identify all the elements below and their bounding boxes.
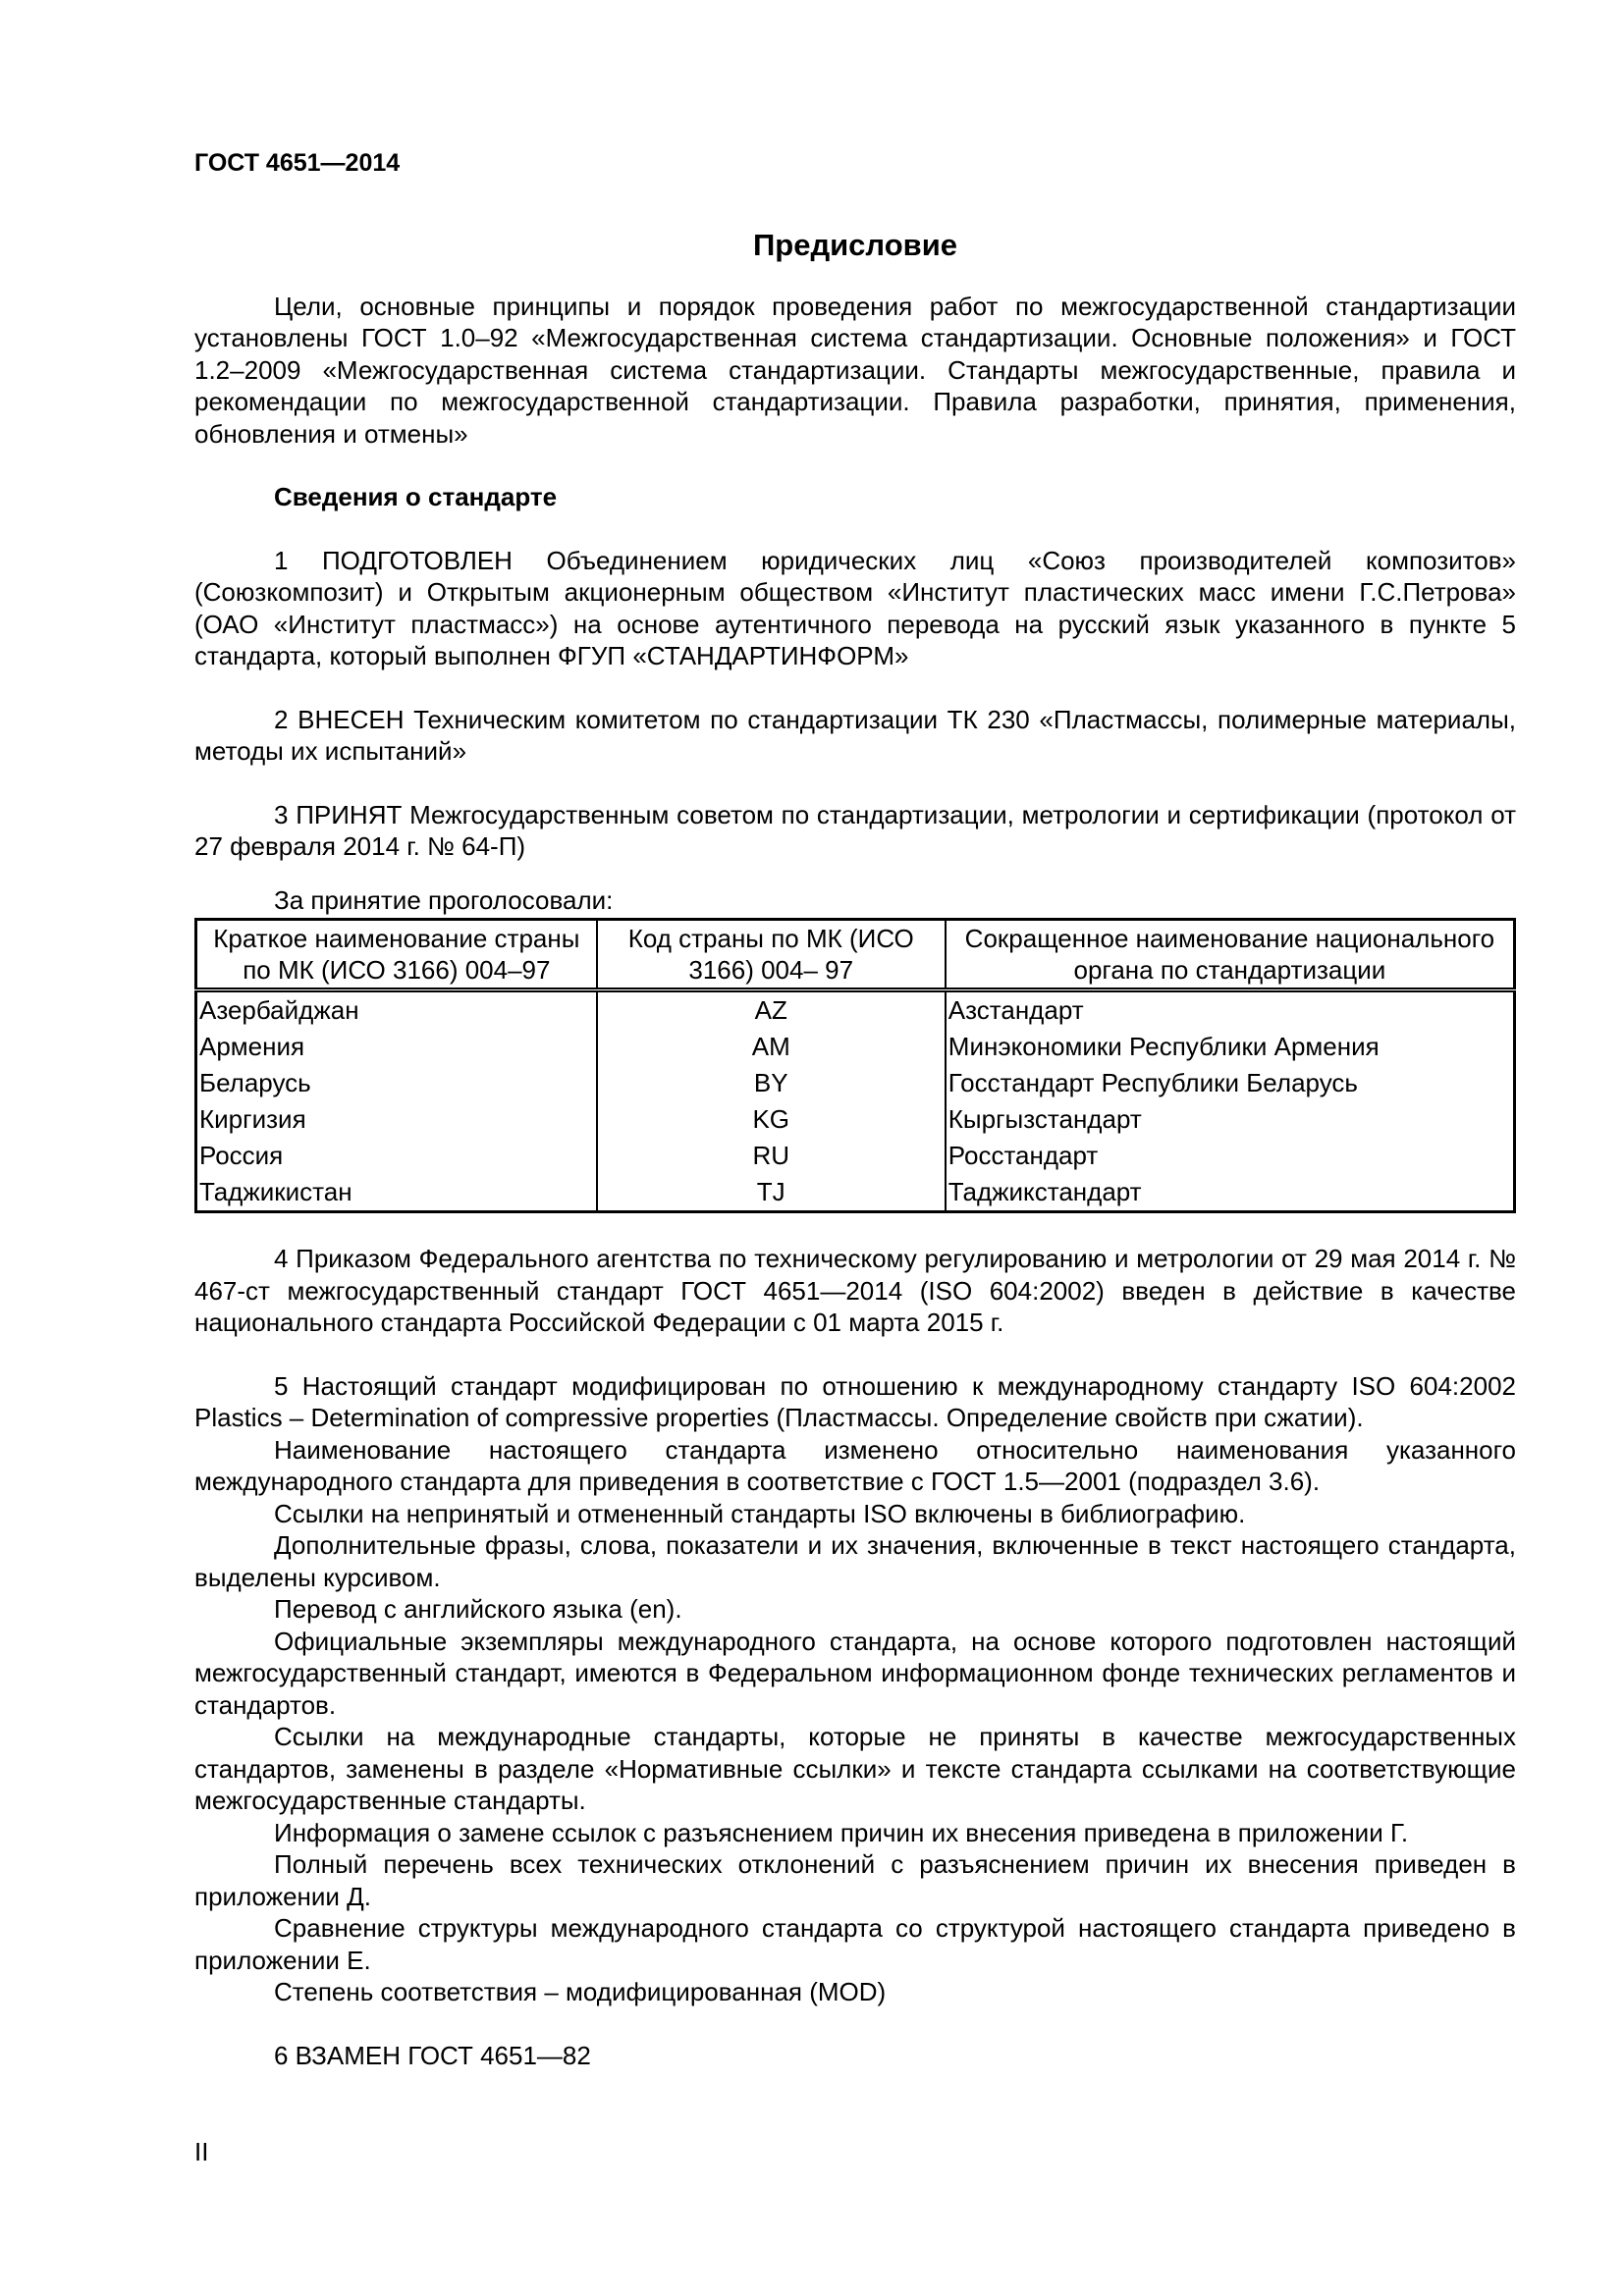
country-code-cell: AM <box>597 1029 946 1065</box>
country-name-cell: Россия <box>196 1138 597 1174</box>
document-header: ГОСТ 4651—2014 <box>194 149 401 177</box>
item-5-conformity: Степень соответствия – модифицированная (MOD) <box>274 1977 887 2006</box>
standards-body-cell: Росстандарт <box>946 1138 1515 1174</box>
item-5-name-change: Наименование настоящего стандарта изменено относительно наименования указанного международного стандарта для приведения в соответствие с ГОСТ 1.5—2001 (подраздел 3.6). <box>194 1434 1516 1496</box>
country-code-cell: KG <box>597 1101 946 1138</box>
country-name-cell: Армения <box>196 1029 597 1065</box>
table-row <box>196 1065 1515 1101</box>
item-5-italic-note: Дополнительные фразы, слова, показатели и их значения, включенные в текст настоящего стандарта, выделены курсивом. <box>194 1530 1516 1592</box>
standards-body-cell: Кыргызстандарт <box>946 1101 1515 1138</box>
info-heading: Сведения о стандарте <box>274 482 558 511</box>
table-row <box>196 1029 1515 1065</box>
table-row <box>196 1101 1515 1138</box>
country-name-cell: Таджикистан <box>196 1174 597 1212</box>
country-code-cell: AZ <box>597 990 946 1030</box>
vote-label: За принятие проголосовали: <box>274 884 614 915</box>
country-code-cell: RU <box>597 1138 946 1174</box>
table-row <box>196 990 1515 1030</box>
item-5-paragraph: 5 Настоящий стандарт модифицирован по отношению к международному стандарту ISO 604:2002 Plastics – Determination of compressive properties (Пластмассы. Определение свойств при сжатии). <box>194 1370 1516 1432</box>
header-country-code: Код страны по МК (ИСО 3166) 004– 97 <box>597 920 946 990</box>
item-5-appendix-d: Полный перечень всех технических отклонений с разъяснением причин их внесения приведен в приложении Д. <box>194 1849 1516 1911</box>
country-name-cell: Азербайджан <box>196 990 597 1030</box>
page-number: II <box>194 2137 209 2166</box>
section-title: Предисловие <box>752 227 957 262</box>
item-5-official-copies: Официальные экземпляры международного стандарта, на основе которого подготовлен настоящий межгосударственный стандарт, имеются в Федеральном информационном фонде технических регламентов и стандартов. <box>194 1626 1516 1720</box>
item-5-translation: Перевод с английского языка (en). <box>274 1594 682 1624</box>
document-page <box>194 147 1516 2071</box>
item-3-paragraph: 3 ПРИНЯТ Межгосударственным советом по стандартизации, метрологии и сертификации (протокол от 27 февраля 2014 г. № 64-П) <box>194 799 1516 861</box>
item-2-paragraph: 2 ВНЕСЕН Техническим комитетом по стандартизации ТК 230 «Пластмассы, полимерные материалы, методы их испытаний» <box>194 704 1516 766</box>
table-row <box>196 1138 1515 1174</box>
header-country-name: Краткое наименование страны по МК (ИСО 3166) 004–97 <box>196 920 597 990</box>
intro-paragraph: Цели, основные принципы и порядок проведения работ по межгосударственной стандартизации установлены ГОСТ 1.0–92 «Межгосударственная система стандартизации. Основные положения» и ГОСТ 1.2–2009 «Межгосударственная система стандартизации. Стандарты межгосударственные, правила и рекомендации по межгосударственной стандартизации. Правила разработки, принятия, применения, обновления и отмены» <box>194 291 1516 449</box>
table-header-row <box>196 920 1515 990</box>
voting-table <box>194 918 1516 1213</box>
country-code-cell: BY <box>597 1065 946 1101</box>
standards-body-cell: Минэкономики Республики Армения <box>946 1029 1515 1065</box>
country-name-cell: Киргизия <box>196 1101 597 1138</box>
item-5-iso-refs: Ссылки на непринятый и отмененный стандарты ISO включены в библиографию. <box>274 1498 1246 1528</box>
item-1-paragraph: 1 ПОДГОТОВЛЕН Объединением юридических лиц «Союз производителей композитов» (Союзкомпозит) и Открытым акционерным обществом «Институт пластических масс имени Г.С.Петрова» (ОАО «Институт пластмасс») на основе аутентичного перевода на русский язык указанного в пункте 5 стандарта, который выполнен ФГУП «СТАНДАРТИНФОРМ» <box>194 545 1516 670</box>
item-5-appendix-g: Информация о замене ссылок с разъяснением причин их внесения приведена в приложении Г. <box>274 1817 1409 1847</box>
item-5-intl-refs: Ссылки на международные стандарты, которые не приняты в качестве межгосударственных стандартов, заменены в разделе «Нормативные ссылки» и тексте стандарта ссылками на соответствующие межгосударственные стандарты. <box>194 1722 1516 1815</box>
header-standards-body: Сокращенное наименование национального органа по стандартизации <box>946 920 1515 990</box>
country-name-cell: Беларусь <box>196 1065 597 1101</box>
standards-body-cell: Азстандарт <box>946 990 1515 1030</box>
standards-body-cell: Таджикстандарт <box>946 1174 1515 1212</box>
country-code-cell: TJ <box>597 1174 946 1212</box>
table-row <box>196 1174 1515 1212</box>
item-4-paragraph: 4 Приказом Федерального агентства по техническому регулированию и метрологии от 29 мая 2014 г. № 467-ст межгосударственный стандарт ГОСТ 4651—2014 (ISO 604:2002) введен в действие в качестве национального стандарта Российской Федерации с 01 марта 2015 г. <box>194 1244 1516 1337</box>
standards-body-cell: Госстандарт Республики Беларусь <box>946 1065 1515 1101</box>
item-5-appendix-e: Сравнение структуры международного стандарта со структурой настоящего стандарта приведено в приложении Е. <box>194 1913 1516 1975</box>
item-6-paragraph: 6 ВЗАМЕН ГОСТ 4651—82 <box>274 2040 591 2070</box>
